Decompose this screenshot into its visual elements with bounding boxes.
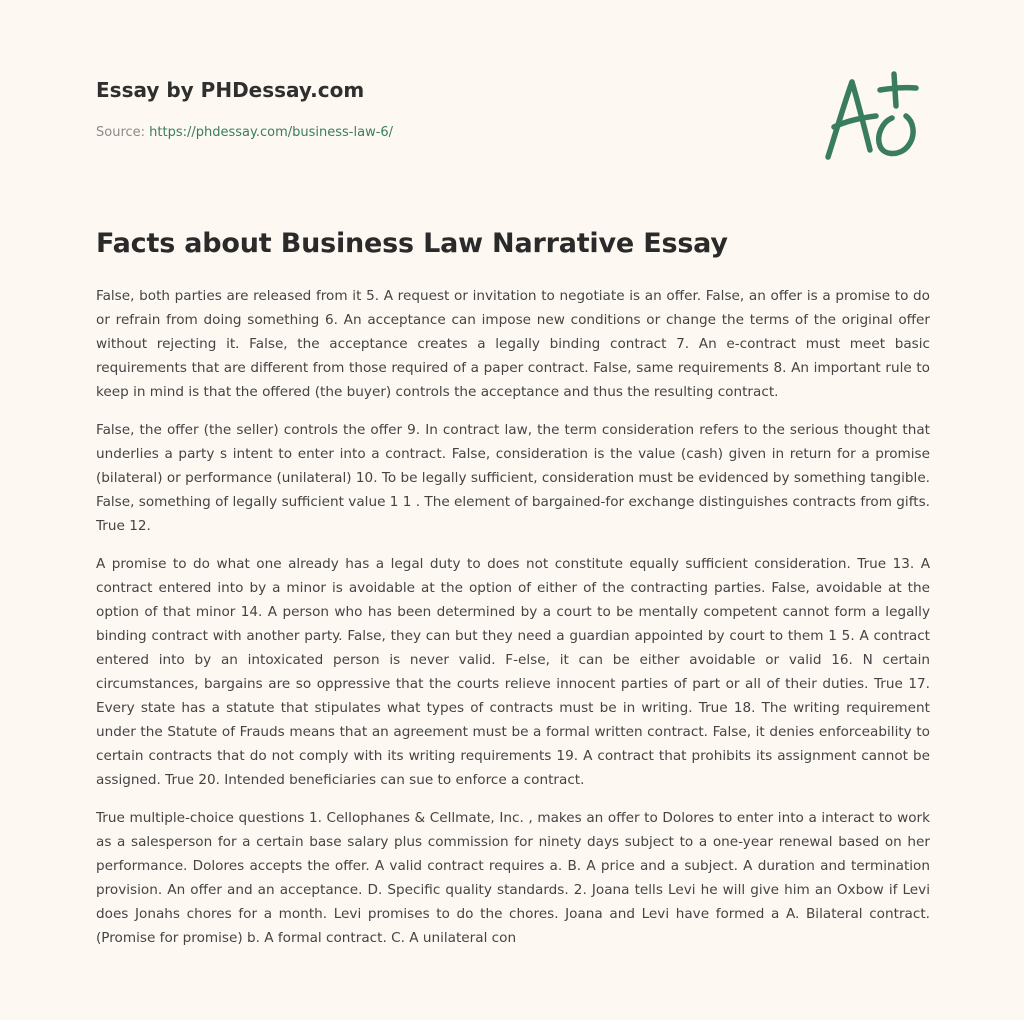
site-title: Essay by PHDessay.com: [96, 78, 365, 102]
essay-paragraph: True multiple-choice questions 1. Cellophanes & Cellmate, Inc. , makes an offer to Dolores to enter into a interact to work as a salesperson for a certain base salary plus commission for ninety days subject to a one-year renewal based on her performance. Dolores accepts the offer. A valid contract requires a. B. A price and a subject. A duration and termination provision. An offer and an acceptance. D. Specific quality standards. 2. Joana tells Levi he will give him an Oxbow if Levi does Jonahs chores for a month. Levi promises to do the chores. Joana and Levi have formed a A. Bilateral contract. (Promise for promise) b. A formal contract. C. A unilateral con: [96, 810, 930, 946]
essay-title: Facts about Business Law Narrative Essay: [96, 228, 728, 259]
essay-paragraph: A promise to do what one already has a legal duty to does not constitute equally sufficient consideration. True 13. A contract entered into by a minor is avoidable at the option of either of the contracting parties. False, avoidable at the option of that minor 14. A person who has been determined by a court to be mentally competent cannot form a legally binding contract with another party. False, they can but they need a guardian appointed by court to them 1 5. A contract entered into by an intoxicated person is never valid. F-else, it can be either avoidable or valid 16. N certain circumstances, bargains are so oppressive that the courts relieve innocent parties of part or all of their duties. True 17. Every state has a statute that stipulates what types of contracts must be in writing. True 18. The writing requirement under the Statute of Frauds means that an agreement must be a formal written contract. False, it denies enforceability to certain contracts that do not comply with its writing requirements 19. A contract that prohibits its assignment cannot be assigned. True 20. Intended beneficiaries can sue to enforce a contract.: [96, 556, 930, 788]
essay-paragraph: False, both parties are released from it 5. A request or invitation to negotiate is an offer. False, an offer is a promise to do or refrain from doing something 6. An acceptance can impose new conditions or change the terms of the original offer without rejecting it. False, the acceptance creates a legally binding contract 7. An e-contract must meet basic requirements that are different from those required of a paper contract. False, same requirements 8. An important rule to keep in mind is that the offered (the buyer) controls the acceptance and thus the resulting contract.: [96, 288, 930, 400]
essay-body: [96, 284, 930, 964]
source-label: Source:: [96, 125, 150, 140]
source-link[interactable]: https://phdessay.com/business-law-6/: [149, 125, 394, 140]
source-line: [96, 124, 393, 142]
a-plus-grade-icon: [820, 66, 930, 166]
essay-paragraph: False, the offer (the seller) controls the offer 9. In contract law, the term consideration refers to the serious thought that underlies a party s intent to enter into a contract. False, consideration is the value (cash) given in return for a promise (bilateral) or performance (unilateral) 10. To be legally sufficient, consideration must be evidenced by something tangible. False, something of legally sufficient value 1 1 . The element of bargained-for exchange distinguishes contracts from gifts. True 12.: [96, 422, 930, 534]
